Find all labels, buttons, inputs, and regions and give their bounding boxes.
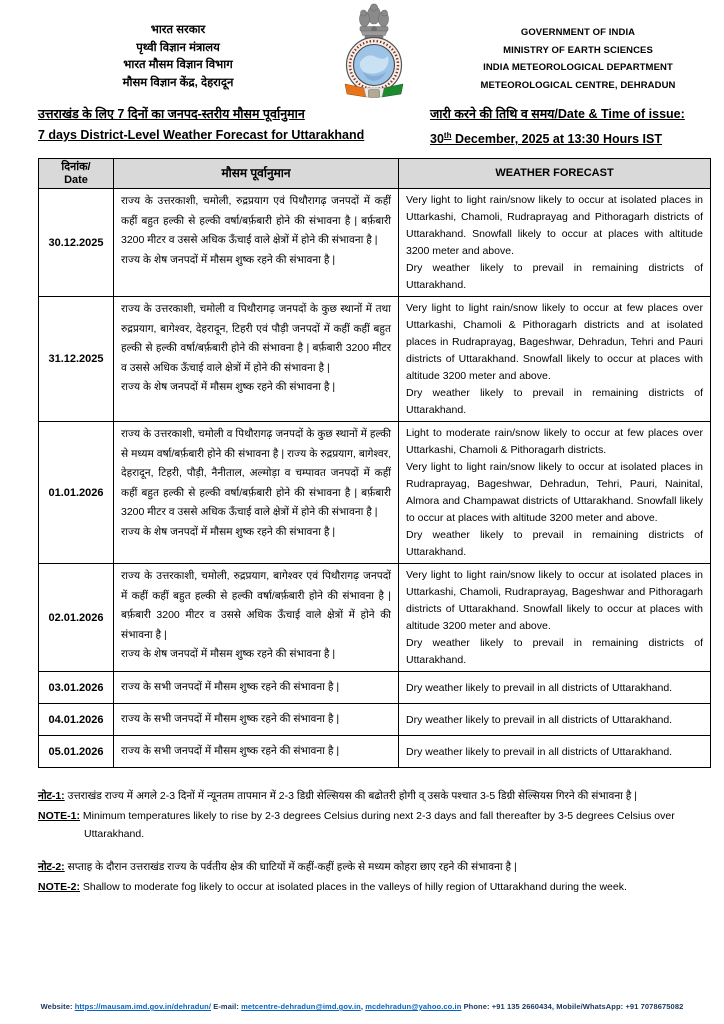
english-forecast-cell [399,422,711,564]
forecast-paragraph: राज्य के सभी जनपदों में मौसम शुष्क रहने की संभावना है | [121,681,340,694]
forecast-paragraph: Dry weather likely to prevail in all districts of Uttarakhand. [406,681,673,694]
letterhead-english-block [446,24,710,94]
date-cell: 04.01.2026 [39,704,114,736]
note-1-hindi-label: नोट-1: [38,790,65,803]
forecast-paragraph: Dry weather likely to prevail in remaining districts of Uttarakhand. [406,262,703,292]
document-title-hindi: उत्तराखंड के लिए 7 दिनों का जनपद-स्तरीय मौसम पूर्वानुमान [38,107,305,121]
table-row [39,672,711,704]
table-row [39,564,711,672]
table-row [39,189,711,297]
column-header-date-english: Date [64,173,88,186]
date-cell: 02.01.2026 [39,564,114,672]
letterhead-hindi-line: पृथ्वी विज्ञान मंत्रालय [136,41,220,54]
forecast-paragraph: Dry weather likely to prevail in all districts of Uttarakhand. [406,713,673,726]
note-1-english-label: NOTE-1: [38,810,80,823]
forecast-paragraph: Very light to light rain/snow likely to occur at isolated places in Uttarkashi, Chamoli, Rudraprayag, Bageshwar and Pithoragarh districts of Uttarakhand. Snowfall likely to occur at places with altitude 3200 meter and above. [406,569,703,633]
issue-label: जारी करने की तिथि व समय/Date & Time of issue: [430,107,685,121]
email-link-secondary[interactable]: mcdehradun@yahoo.co.in [365,1002,462,1011]
note-2-hindi [38,857,710,877]
issue-datetime [430,125,710,150]
note-1-english-text: Minimum temperatures likely to rise by 2-3 degrees Celsius during next 2-3 days and fall thereafter by 3-5 degrees Celsius over Uttarakhand. [82,810,675,840]
note-2-hindi-text: सप्ताह के दौरान उत्तराखंड राज्य के पर्वतीय क्षेत्र की घाटियों में कहीं-कहीं हल्के से मध्यम कोहरा छाए रहने की संभावना है | [67,861,517,874]
date-cell: 03.01.2026 [39,672,114,704]
date-cell: 05.01.2026 [39,736,114,768]
forecast-paragraph: Dry weather likely to prevail in remaining districts of Uttarakhand. [406,529,703,559]
hindi-forecast-cell [114,672,399,704]
table-row [39,736,711,768]
column-header-date-hindi: दिनांक/ [61,160,91,173]
date-cell: 31.12.2025 [39,297,114,422]
forecast-paragraph: राज्य के उत्तरकाशी, चमोली, रुद्रप्रयाग एवं पिथौरागढ़ जनपदों में कहीं कहीं बहुत हल्की से हल्की वर्षा/बर्फ़बारी होने की संभावना है | बर्फ़बारी 3200 मीटर व उससे अधिक ऊँचाई वाले क्षेत्रों में होने की संभावना है | [121,195,391,247]
website-label: Website: [40,1002,73,1011]
note-1-hindi [38,786,710,806]
forecast-paragraph: Dry weather likely to prevail in all districts of Uttarakhand. [406,745,673,758]
note-1-english [38,808,710,843]
letterhead-hindi-block [48,22,308,92]
email-separator: , [360,1002,363,1011]
forecast-paragraph: Dry weather likely to prevail in remaining districts of Uttarakhand. [406,387,703,417]
letterhead-hindi-line: मौसम विज्ञान केंद्र, देहरादून [122,76,234,89]
forecast-paragraph: राज्य के शेष जनपदों में मौसम शुष्क रहने की संभावना है | [121,253,336,266]
forecast-paragraph: राज्य के उत्तरकाशी, चमोली व पिथौरागढ़ जनपदों के कुछ स्थानों में हल्की से मध्यम वर्षा/बर्फ़बारी होने की संभावना है | राज्य के रुद्रप्रयाग, बागेश्वर, देहरादून, टिहरी, पौड़ी, नैनीताल, अल्मोड़ा व चम्पावत जनपदों में कहीं कहीं बहुत हल्की से हल्की वर्षा/बर्फ़बारी होने की संभावना है | बर्फ़बारी 3200 मीटर व उससे अधिक ऊँचाई वाले क्षेत्रों में होने की संभावना है | [121,428,391,519]
document-title [38,104,430,150]
table-header-row [39,159,711,189]
note-2-english-label: NOTE-2: [38,881,80,894]
english-forecast-cell [399,189,711,297]
email-link-primary[interactable]: metcentre-dehradun@imd.gov.in [241,1002,361,1011]
english-forecast-cell [399,564,711,672]
column-header-date [39,159,114,189]
letterhead-english-line: GOVERNMENT OF INDIA [520,27,636,38]
issue-datetime-block [430,104,710,150]
forecast-paragraph: राज्य के उत्तरकाशी, चमोली, रुद्रप्रयाग, बागेश्वर एवं पिथौरागढ़ जनपदों में कहीं कहीं बहुत हल्की से हल्की वर्षा/बर्फ़बारी होने की संभावना है | बर्फ़बारी 3200 मीटर व उससे अधिक ऊँचाई वाले क्षेत्रों में होने की संभावना है | [121,570,391,641]
forecast-paragraph: राज्य के शेष जनपदों में मौसम शुष्क रहने की संभावना है | [121,381,336,394]
column-header-english-forecast: WEATHER FORECAST [399,159,711,189]
table-row [39,704,711,736]
forecast-paragraph: राज्य के सभी जनपदों में मौसम शुष्क रहने की संभावना है | [121,713,340,726]
table-row [39,422,711,564]
notes-spacer [38,843,710,857]
english-forecast-cell [399,736,711,768]
table-row [39,297,711,422]
forecast-paragraph: Very light to light rain/snow likely to occur at few places over Uttarkashi, Chamoli & Pithoragarh districts and at isolated places in Rudraprayag, Bageshwar, Dehradun, Tehri and Pauri districts of Uttarakhand. Snowfall likely to occur at places with altitude 3200 meter and above. [406,302,703,383]
forecast-paragraph: राज्य के उत्तरकाशी, चमोली व पिथौरागढ़ जनपदों के कुछ स्थानों में तथा रुद्रप्रयाग, बागेश्वर, देहरादून, टिहरी एवं पौड़ी जनपदों में कहीं कहीं बहुत हल्की से हल्की वर्षा/बर्फ़बारी होने की संभावना है | बर्फ़बारी 3200 मीटर व उससे अधिक ऊँचाई वाले क्षेत्रों में होने की संभावना है | [121,303,391,374]
english-forecast-cell [399,704,711,736]
letterhead-english-line: METEOROLOGICAL CENTRE, DEHRADUN [480,79,676,91]
note-2-hindi-label: नोट-2: [38,861,65,874]
email-label: E-mail: [213,1002,239,1011]
letterhead-hindi-line: भारत मौसम विज्ञान विभाग [123,59,233,71]
forecast-paragraph: Light to moderate rain/snow likely to occur at few places over Uttarkashi, Chamoli & Pithoragarh districts. [406,427,703,457]
hindi-forecast-cell [114,704,399,736]
letterhead-english-line: INDIA METEOROLOGICAL DEPARTMENT [483,62,673,73]
letterhead-hindi-line: भारत सरकार [150,24,206,36]
forecast-paragraph: राज्य के शेष जनपदों में मौसम शुष्क रहने की संभावना है | [121,525,336,538]
title-row [38,104,710,150]
hindi-forecast-cell [114,736,399,768]
issue-day-suffix: th [443,131,452,140]
forecast-paragraph: Very light to light rain/snow likely to occur at isolated places in Rudraprayag, Bageshwar, Dehradun, Tehri, Pauri, Nainital, Almora and Champawat districts of Uttarakhand. Snowfall likely to occur at places with altitude 3200 meter and above. [406,461,703,525]
forecast-paragraph: Dry weather likely to prevail in remaining districts of Uttarakhand. [406,637,703,667]
date-cell: 01.01.2026 [39,422,114,564]
english-forecast-cell [399,297,711,422]
phone-text: Phone: +91 135 2660434, Mobile/WhatsApp: +91 7078675082 [463,1002,684,1011]
issue-rest: December, 2025 at 13:30 Hours IST [451,132,662,147]
column-header-hindi-forecast: मौसम पूर्वानुमान [114,159,399,189]
issue-day: 30 [430,132,444,147]
document-title-english: 7 days District-Level Weather Forecast for Uttarakhand [38,128,365,142]
forecast-paragraph: Very light to light rain/snow likely to occur at isolated places in Uttarkashi, Chamoli, Rudraprayag and Pithoragarh districts of Uttarakhand. Snowfall likely to occur at places with altitude 3200 meter and above. [406,194,703,258]
hindi-forecast-cell [114,297,399,422]
letterhead [38,0,710,100]
letterhead-english-line: MINISTRY OF EARTH SCIENCES [503,44,653,56]
english-forecast-cell [399,672,711,704]
notes-section [38,786,710,897]
forecast-table [38,158,711,768]
imd-emblem-icon [336,2,412,102]
website-link[interactable]: https://mausam.imd.gov.in/dehradun/ [74,1002,212,1011]
hindi-forecast-cell [114,564,399,672]
note-1-hindi-text: उत्तराखंड राज्य में अगले 2-3 दिनों में न्यूनतम तापमान में 2-3 डिग्री सेल्सियस की बढोतरी होगी व् उसके पश्चात 3-5 डिग्री सेल्सियस गिरने की संभावना है | [67,790,638,803]
contact-footer [0,1002,724,1011]
note-2-english-text: Shallow to moderate fog likely to occur at isolated places in the valleys of hilly region of Uttarakhand during the week. [82,881,627,894]
date-cell: 30.12.2025 [39,189,114,297]
forecast-paragraph: राज्य के शेष जनपदों में मौसम शुष्क रहने की संभावना है | [121,648,336,661]
forecast-paragraph: राज्य के सभी जनपदों में मौसम शुष्क रहने की संभावना है | [121,745,340,758]
hindi-forecast-cell [114,189,399,297]
hindi-forecast-cell [114,422,399,564]
note-2-english [38,879,710,897]
